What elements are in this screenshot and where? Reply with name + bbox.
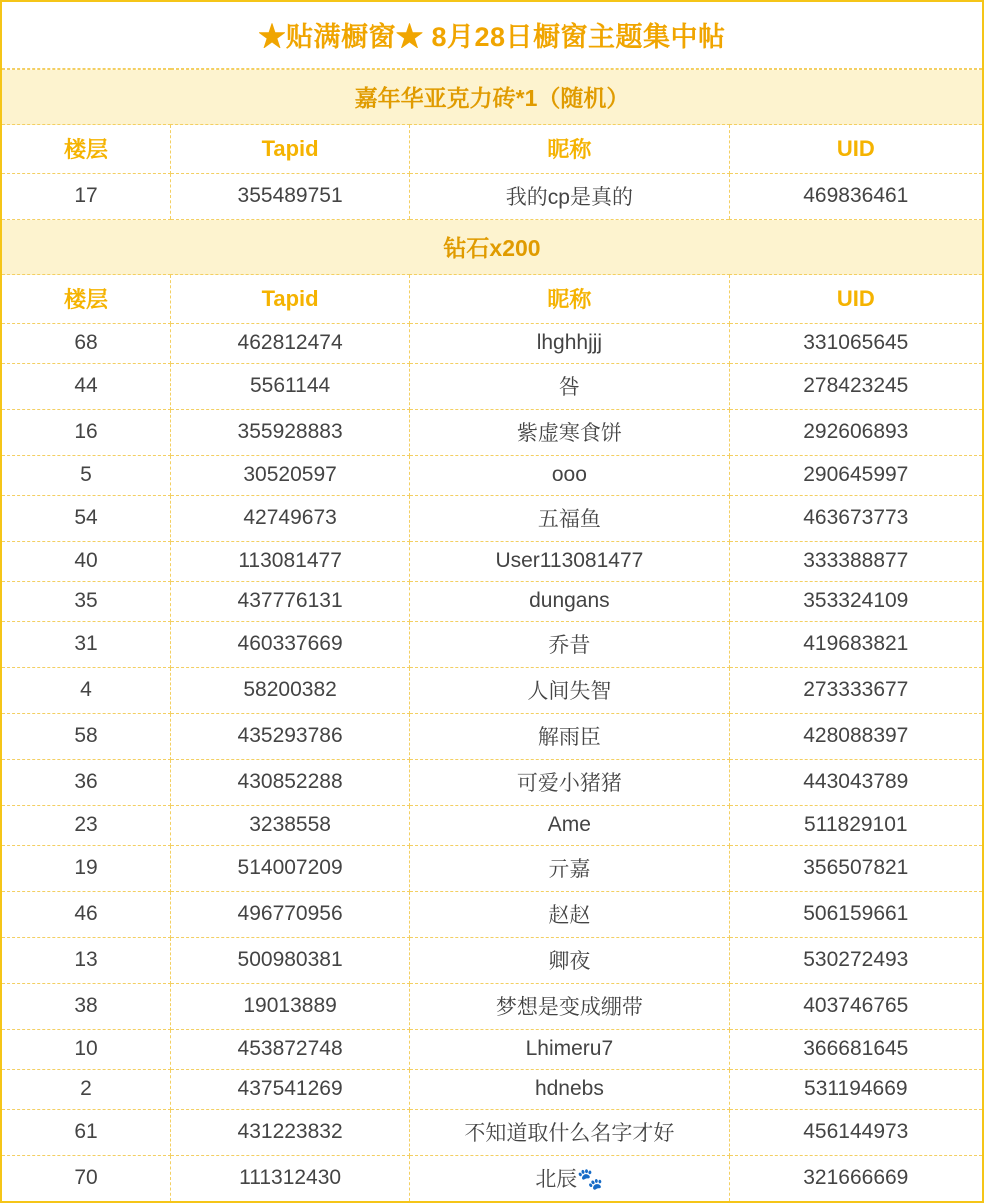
cell-nickname: 我的cp是真的 — [410, 174, 729, 220]
column-header-0: 楼层 — [2, 275, 171, 324]
cell-uid: 506159661 — [729, 892, 982, 938]
cell-uid: 419683821 — [729, 622, 982, 668]
cell-uid: 290645997 — [729, 456, 982, 496]
section-heading-row — [2, 70, 982, 125]
cell-uid: 531194669 — [729, 1070, 982, 1110]
cell-floor: 19 — [2, 846, 171, 892]
cell-floor: 40 — [2, 542, 171, 582]
cell-nickname: User113081477 — [410, 542, 729, 582]
cell-uid: 469836461 — [803, 184, 909, 207]
cell-nickname: 五福鱼 — [410, 496, 729, 542]
cell-nickname: dungans — [410, 582, 729, 622]
cell-nickname: 赵赵 — [410, 892, 729, 938]
cell-tapid: 437776131 — [171, 582, 410, 622]
cell-tapid: 113081477 — [171, 542, 410, 582]
table-row — [2, 1030, 982, 1070]
cell-nickname: 人间失智 — [410, 668, 729, 714]
table-row — [2, 174, 982, 220]
prize-section-table — [2, 219, 982, 1201]
table-row — [2, 456, 982, 496]
table-row — [2, 410, 982, 456]
cell-floor: 10 — [2, 1030, 171, 1070]
table-row — [2, 496, 982, 542]
cell-tapid: 430852288 — [171, 760, 410, 806]
cell-tapid: 460337669 — [171, 622, 410, 668]
table-row — [2, 324, 982, 364]
column-header-3: UID — [729, 125, 982, 174]
cell-nickname: 北辰🐾 — [410, 1156, 729, 1202]
table-row — [2, 760, 982, 806]
cell-floor: 68 — [2, 324, 171, 364]
cell-tapid: 3238558 — [171, 806, 410, 846]
cell-nickname: 亓嘉 — [410, 846, 729, 892]
column-header-1: Tapid — [171, 125, 410, 174]
cell-floor: 70 — [2, 1156, 171, 1202]
cell-floor: 61 — [2, 1110, 171, 1156]
table-row — [2, 1070, 982, 1110]
page-title-row — [2, 2, 982, 69]
cell-floor: 23 — [2, 806, 171, 846]
section-heading: 嘉年华亚克力砖*1（随机） — [2, 70, 982, 125]
section-heading-row — [2, 220, 982, 275]
cell-uid: 278423245 — [729, 364, 982, 410]
section-heading: 钻石x200 — [2, 220, 982, 275]
cell-tapid: 19013889 — [171, 984, 410, 1030]
table-row — [2, 892, 982, 938]
section-body — [2, 220, 982, 1202]
cell-tapid: 42749673 — [171, 496, 410, 542]
cell-uid: 366681645 — [729, 1030, 982, 1070]
table-row — [2, 542, 982, 582]
cell-uid: 463673773 — [729, 496, 982, 542]
column-header-3: UID — [729, 275, 982, 324]
cell-floor: 13 — [2, 938, 171, 984]
cell-nickname: ooo — [410, 456, 729, 496]
cell-uid: 456144973 — [729, 1110, 982, 1156]
cell-tapid: 355489751 — [171, 174, 410, 220]
cell-tapid: 453872748 — [171, 1030, 410, 1070]
column-header-2: 昵称 — [410, 275, 729, 324]
cell-nickname: 紫虚寒食饼 — [410, 410, 729, 456]
cell-uid: 511829101 — [729, 806, 982, 846]
cell-tapid: 462812474 — [171, 324, 410, 364]
cell-tapid: 58200382 — [171, 668, 410, 714]
cell-nickname: 不知道取什么名字才好 — [410, 1110, 729, 1156]
cell-tapid: 514007209 — [171, 846, 410, 892]
cell-tapid: 437541269 — [171, 1070, 410, 1110]
cell-floor: 35 — [2, 582, 171, 622]
table-row — [2, 668, 982, 714]
cell-uid: 353324109 — [729, 582, 982, 622]
table-row — [2, 938, 982, 984]
cell-floor: 16 — [2, 410, 171, 456]
cell-tapid: 111312430 — [171, 1156, 410, 1202]
table-row — [2, 714, 982, 760]
cell-floor: 4 — [2, 668, 171, 714]
table-row — [2, 984, 982, 1030]
cell-nickname: 乔昔 — [410, 622, 729, 668]
column-header-2: 昵称 — [410, 125, 729, 174]
table-row — [2, 1156, 982, 1202]
table-row — [2, 1110, 982, 1156]
cell-floor: 17 — [2, 174, 171, 220]
column-header-row — [2, 275, 982, 324]
cell-tapid: 496770956 — [171, 892, 410, 938]
cell-nickname: 解雨臣 — [410, 714, 729, 760]
cell-tapid: 5561144 — [171, 364, 410, 410]
cell-floor: 44 — [2, 364, 171, 410]
cell-nickname: lhghhjjj — [410, 324, 729, 364]
cell-nickname: hdnebs — [410, 1070, 729, 1110]
prize-section-table — [2, 69, 982, 219]
cell-floor: 46 — [2, 892, 171, 938]
cell-uid: 403746765 — [729, 984, 982, 1030]
cell-nickname: 梦想是变成绷带 — [410, 984, 729, 1030]
column-header-1: Tapid — [171, 275, 410, 324]
cell-uid: 530272493 — [729, 938, 982, 984]
cell-uid: 321666669 — [803, 1166, 909, 1189]
table-row — [2, 622, 982, 668]
cell-tapid: 500980381 — [171, 938, 410, 984]
column-header-0: 楼层 — [2, 125, 171, 174]
cell-uid: 273333677 — [729, 668, 982, 714]
cell-uid: 333388877 — [729, 542, 982, 582]
page-title: ★贴满橱窗★ 8月28日橱窗主题集中帖 — [2, 2, 982, 69]
cell-nickname: Lhimeru7 — [410, 1030, 729, 1070]
cell-floor: 54 — [2, 496, 171, 542]
cell-tapid: 435293786 — [171, 714, 410, 760]
cell-floor: 58 — [2, 714, 171, 760]
cell-floor: 2 — [2, 1070, 171, 1110]
column-header-row — [2, 125, 982, 174]
cell-floor: 31 — [2, 622, 171, 668]
cell-nickname: 卿夜 — [410, 938, 729, 984]
cell-nickname: Ame — [410, 806, 729, 846]
section-body — [2, 70, 982, 220]
table-row — [2, 582, 982, 622]
table-body — [2, 2, 982, 69]
cell-uid: 443043789 — [729, 760, 982, 806]
sections-container — [2, 69, 982, 1201]
prize-table — [2, 2, 982, 69]
cell-floor: 5 — [2, 456, 171, 496]
cell-tapid: 355928883 — [171, 410, 410, 456]
cell-floor: 38 — [2, 984, 171, 1030]
cell-tapid: 431223832 — [171, 1110, 410, 1156]
cell-nickname: 可爱小猪猪 — [410, 760, 729, 806]
table-row — [2, 846, 982, 892]
cell-uid: 356507821 — [729, 846, 982, 892]
cell-nickname: 咎 — [410, 364, 729, 410]
cell-uid: 331065645 — [729, 324, 982, 364]
cell-uid: 292606893 — [729, 410, 982, 456]
table-row — [2, 364, 982, 410]
table-row — [2, 806, 982, 846]
cell-floor: 36 — [2, 760, 171, 806]
cell-tapid: 30520597 — [171, 456, 410, 496]
cell-uid: 428088397 — [729, 714, 982, 760]
